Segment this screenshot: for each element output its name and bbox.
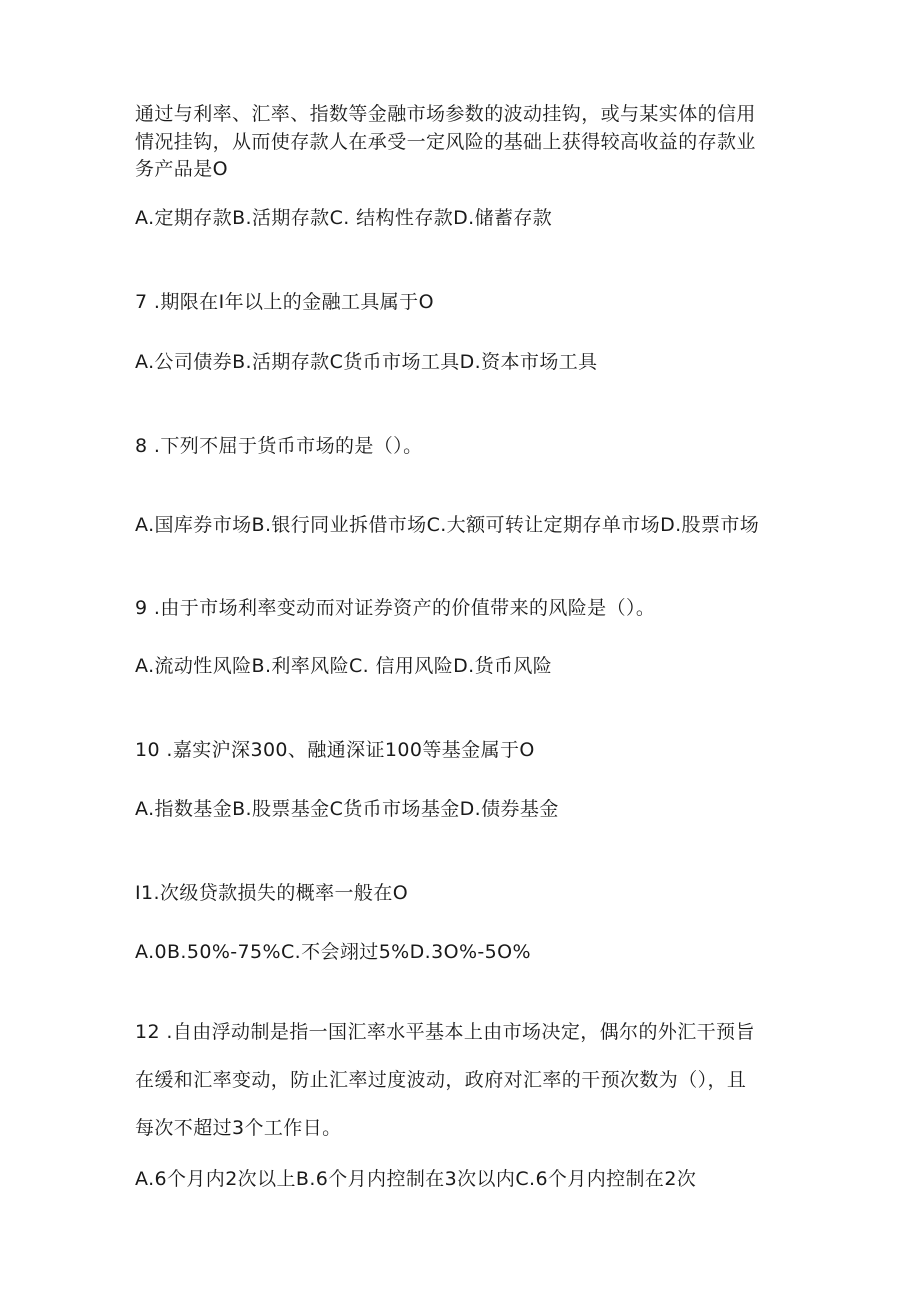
q12-options: A.6个月内2次以上B.6个月内控制在3次以内C.6个月内控制在2次	[135, 1168, 697, 1190]
q9-stem: 9 .由于市场利率变动而对证券资产的价值带来的风险是（）。	[135, 597, 656, 619]
q7-options: A.公司债券B.活期存款C货币市场工具D.资本市场工具	[135, 351, 598, 373]
q6-stem-line-1: 通过与利率、汇率、指数等金融市场参数的波动挂钩，或与某实体的信用	[135, 103, 756, 125]
q11-stem: I1.次级贷款损失的概率一般在O	[135, 882, 409, 904]
q12-stem-line-2: 在缓和汇率变动，防止汇率过度波动，政府对汇率的干预次数为（），且	[135, 1069, 747, 1091]
q11-options: A.0B.50%-75%C.不会翊过5%D.3O%-5O%	[135, 941, 531, 963]
q10-options: A.指数基金B.股票基金C货币市场基金D.债券基金	[135, 798, 559, 820]
q12-stem-line-1: 12 .自由浮动制是指一国汇率水平基本上由市场决定，偶尔的外汇干预旨	[135, 1021, 755, 1043]
q8-stem: 8 .下列不屈于货币市场的是（）。	[135, 435, 423, 457]
q9-options: A.流动性风险B.利率风险C. 信用风险D.货币风险	[135, 655, 553, 677]
q6-stem-line-3: 务产品是O	[135, 158, 228, 180]
q10-stem: 10 .嘉实沪深300、融通深证100等基金属于O	[135, 739, 535, 761]
q6-stem-line-2: 情况挂钩，从而使存款人在承受一定风险的基础上获得较高收益的存款业	[135, 131, 756, 153]
q6-options: A.定期存款B.活期存款C. 结构性存款D.储蓄存款	[135, 207, 553, 229]
q8-options: A.国库券市场B.银行同业拆借市场C.大额可转让定期存单市场D.股票市场	[135, 514, 760, 536]
q7-stem: 7 .期限在I年以上的金融工具属于O	[135, 291, 434, 313]
q12-stem-line-3: 每次不超过3个工作日。	[135, 1117, 342, 1139]
